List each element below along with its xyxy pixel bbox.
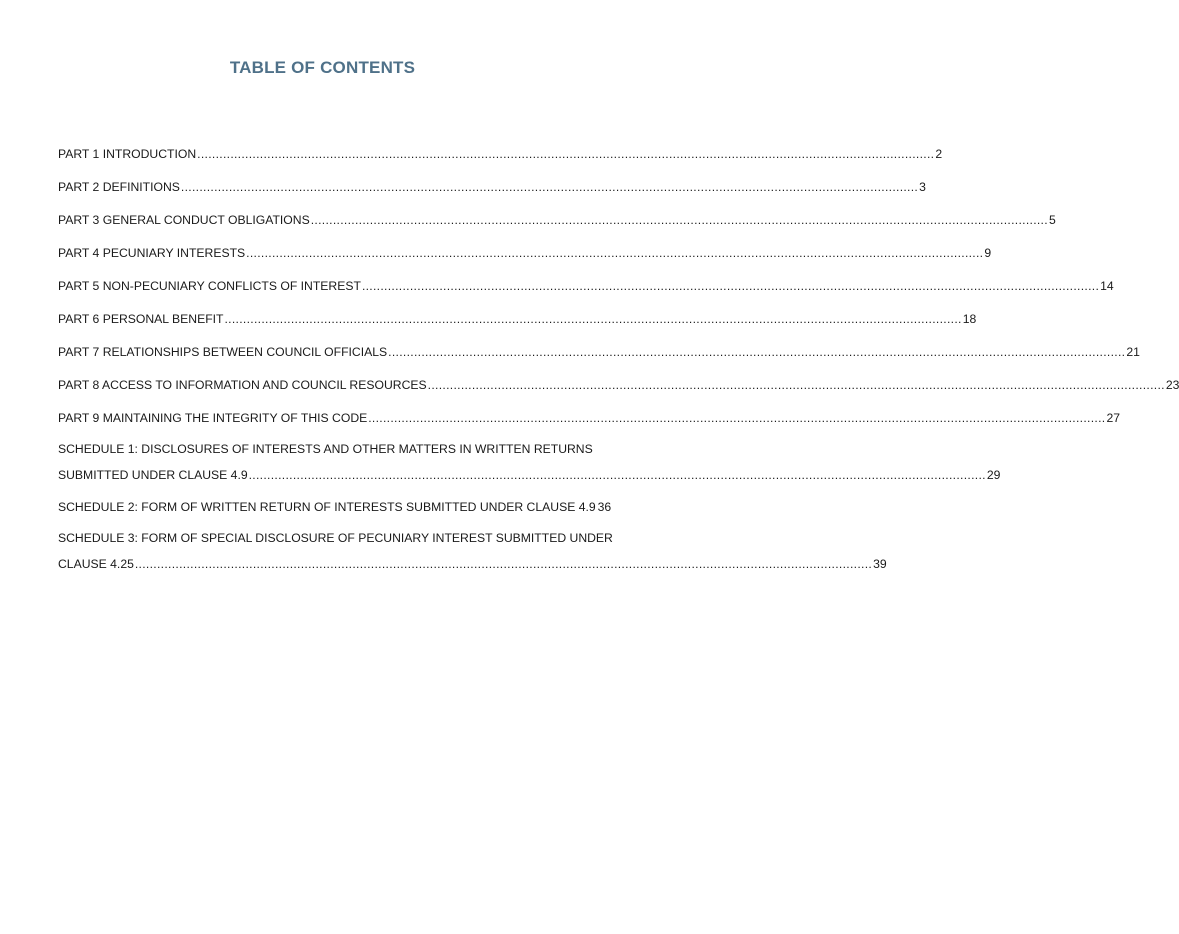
toc-entry-part-8[interactable] <box>58 372 1179 405</box>
toc-entry-part-9[interactable] <box>58 405 1121 438</box>
toc-entry-part-6[interactable] <box>58 306 977 339</box>
toc-list <box>58 141 1179 583</box>
toc-entry-schedule-1[interactable] <box>58 436 1001 494</box>
toc-page-number: 27 <box>1106 411 1121 425</box>
dot-leader: ........................................................................................................................................................................................................ <box>197 147 935 161</box>
toc-entry-text: PART 4 PECUNIARY INTERESTS <box>58 246 246 260</box>
dot-leader: ........................................................................................................................................................................................................ <box>388 345 1126 359</box>
toc-entry-part-3[interactable] <box>58 207 1056 240</box>
toc-page-number: 5 <box>1048 213 1056 227</box>
toc-entry-text: SCHEDULE 2: FORM OF WRITTEN RETURN OF INTERESTS SUBMITTED UNDER CLAUSE 4.9 <box>58 500 596 514</box>
dot-leader: ........................................................................................................................................................................................................ <box>246 246 984 260</box>
toc-page-number: 23 <box>1165 378 1179 392</box>
page-title: TABLE OF CONTENTS <box>229 58 416 77</box>
toc-entry-text: PART 1 INTRODUCTION <box>58 147 197 161</box>
toc-page-number: 2 <box>935 147 943 161</box>
toc-page-number: 36 <box>597 500 612 514</box>
toc-entry-schedule-3[interactable] <box>58 525 887 583</box>
toc-entry-part-5[interactable] <box>58 273 1114 306</box>
toc-page-number: 18 <box>962 312 977 326</box>
toc-entry-text-line-1: SCHEDULE 1: DISCLOSURES OF INTERESTS AND OTHER MATTERS IN WRITTEN RETURNS <box>58 442 593 456</box>
toc-entry-part-2[interactable] <box>58 174 926 207</box>
toc-entry-text: PART 2 DEFINITIONS <box>58 180 180 194</box>
toc-entry-schedule-2[interactable] <box>58 494 612 527</box>
dot-leader: ........................................................................................................................................................................................................ <box>361 279 1100 293</box>
dot-leader: ........................................................................................................................................................................................................ <box>427 378 1165 392</box>
toc-page-number: 39 <box>873 557 887 571</box>
dot-leader: ........................................................................................................................................................................................................ <box>368 411 1106 425</box>
toc-entry-text-line-2: CLAUSE 4.25 <box>58 557 134 571</box>
toc-entry-part-7[interactable] <box>58 339 1140 372</box>
toc-entry-text: PART 3 GENERAL CONDUCT OBLIGATIONS <box>58 213 310 227</box>
dot-leader: ........................................................................................................................................................................................................ <box>134 557 873 571</box>
toc-entry-text: PART 5 NON-PECUNIARY CONFLICTS OF INTEREST <box>58 279 361 293</box>
dot-leader: ........................................................................................................................................................................................................ <box>224 312 962 326</box>
toc-page-number: 3 <box>919 180 926 194</box>
dot-leader: ........................................................................................................................................................................................................ <box>248 468 986 482</box>
toc-page-number: 9 <box>984 246 992 260</box>
toc-entry-text: PART 7 RELATIONSHIPS BETWEEN COUNCIL OFFICIALS <box>58 345 388 359</box>
toc-page-number: 14 <box>1100 279 1114 293</box>
toc-entry-part-1[interactable] <box>58 141 943 174</box>
dot-leader: ........................................................................................................................................................................................................ <box>310 213 1048 227</box>
toc-entry-text: PART 6 PERSONAL BENEFIT <box>58 312 224 326</box>
dot-leader: ........................................................................................................................................................................................................ <box>180 180 919 194</box>
toc-page-number: 29 <box>986 468 1001 482</box>
toc-entry-text-line-1: SCHEDULE 3: FORM OF SPECIAL DISCLOSURE OF PECUNIARY INTEREST SUBMITTED UNDER <box>58 531 613 545</box>
toc-entry-text: PART 8 ACCESS TO INFORMATION AND COUNCIL RESOURCES <box>58 378 427 392</box>
toc-page-number: 21 <box>1126 345 1140 359</box>
toc-entry-text-line-2: SUBMITTED UNDER CLAUSE 4.9 <box>58 468 248 482</box>
toc-entry-part-4[interactable] <box>58 240 992 273</box>
toc-entry-text: PART 9 MAINTAINING THE INTEGRITY OF THIS CODE <box>58 411 368 425</box>
